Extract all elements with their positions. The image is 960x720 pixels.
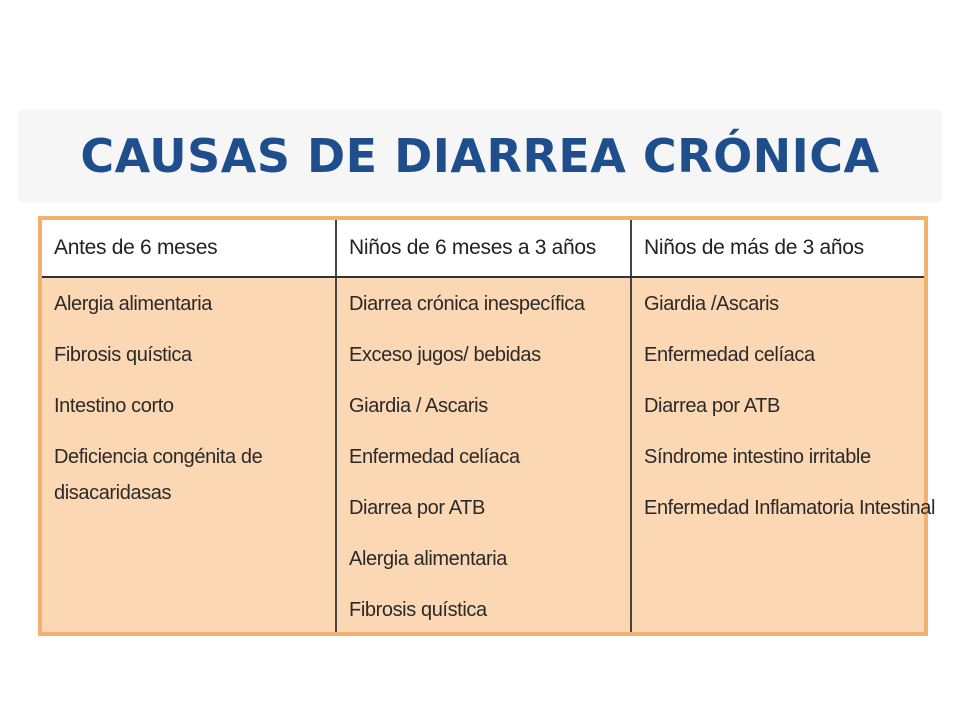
list-item: Fibrosis quística — [349, 599, 487, 621]
column-6-months-to-3-years — [337, 278, 632, 632]
cause-list — [632, 278, 936, 526]
list-item: Enfermedad celíaca — [644, 344, 815, 366]
list-item: Deficiencia congénita de disacaridasas — [54, 446, 263, 504]
list-item: Intestino corto — [54, 395, 174, 417]
list-item: Exceso jugos/ bebidas — [349, 344, 541, 366]
list-item: Fibrosis quística — [54, 344, 192, 366]
list-item: Síndrome intestino irritable — [644, 446, 871, 468]
column-header-6-months-to-3-years: Niños de 6 meses a 3 años — [337, 220, 632, 276]
table-body-row — [42, 278, 936, 632]
cause-list — [337, 278, 630, 628]
column-over-3-years — [632, 278, 936, 632]
list-item: Alergia alimentaria — [349, 548, 508, 570]
list-item: Enfermedad Inflamatoria Intestinal — [644, 497, 936, 519]
list-item: Giardia / Ascaris — [349, 395, 488, 417]
page-title: CAUSAS DE DIARREA CRÓNICA — [80, 129, 880, 183]
list-item: Enfermedad celíaca — [349, 446, 520, 468]
table-header-row — [42, 220, 924, 278]
list-item: Giardia /Ascaris — [644, 293, 779, 315]
column-header-under-6-months: Antes de 6 meses — [42, 220, 337, 276]
list-item: Diarrea por ATB — [644, 395, 780, 417]
causes-table — [38, 216, 936, 636]
list-item: Diarrea por ATB — [349, 497, 485, 519]
title-band — [18, 110, 942, 202]
column-header-over-3-years: Niños de más de 3 años — [644, 236, 864, 259]
list-item: Alergia alimentaria — [54, 293, 213, 315]
list-item: Diarrea crónica inespecífica — [349, 293, 585, 315]
cause-list — [42, 278, 335, 511]
column-under-6-months — [42, 278, 337, 632]
